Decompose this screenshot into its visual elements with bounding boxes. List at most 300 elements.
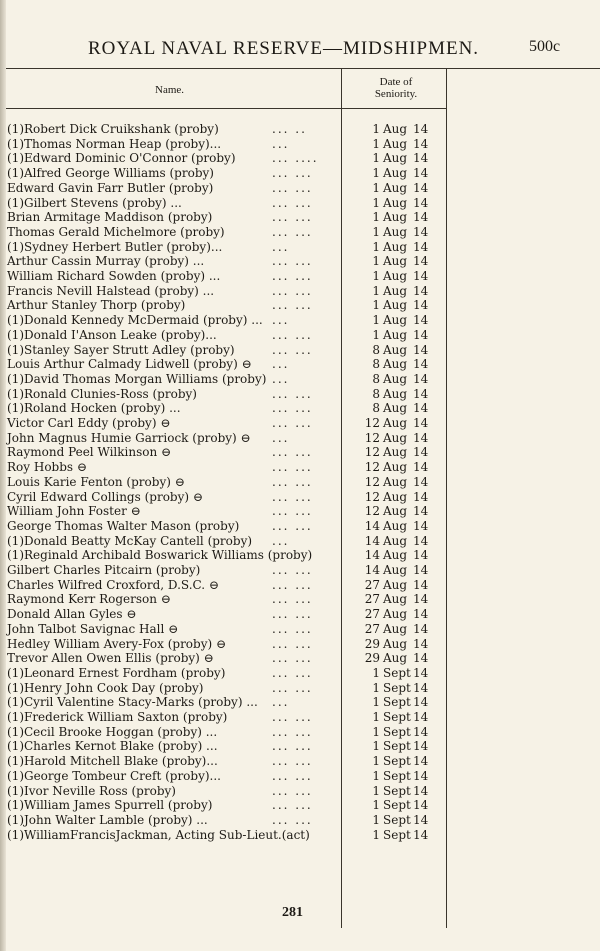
- entry-date-year: 14: [413, 724, 429, 739]
- entry-date: [364, 343, 433, 358]
- entry-name: Hedley William Avery-Fox (proby) ⊖: [7, 636, 227, 651]
- entry-date-month: Aug: [383, 430, 408, 445]
- entry-leader-dots: ...: [272, 136, 290, 151]
- entry-date-day: 1: [372, 166, 380, 181]
- entry-leader-dots: ... ....: [272, 151, 319, 166]
- list-item: [0, 328, 600, 343]
- entry-date-year: 14: [413, 563, 429, 577]
- entry-date-year: 14: [413, 195, 429, 210]
- entry-leader-dots: ... ...: [272, 504, 313, 519]
- entry-date-day: 1: [372, 812, 380, 827]
- list-item: [0, 725, 600, 740]
- entry-leader-dots: ... ...: [272, 680, 313, 695]
- entry-date-year: 14: [413, 651, 429, 666]
- entry-date-day: 12: [364, 430, 380, 445]
- entry-date: [364, 210, 433, 225]
- entry-date-month: Aug: [383, 239, 408, 254]
- entry-name: (1)Roland Hocken (proby) ...: [7, 401, 181, 416]
- entry-date-year: 14: [413, 269, 429, 283]
- entry-name: John Talbot Savignac Hall ⊖: [7, 621, 179, 636]
- entry-name: Arthur Cassin Murray (proby) ...: [7, 254, 205, 269]
- entry-date: [364, 166, 433, 181]
- entry-date-day: 8: [372, 386, 380, 401]
- entry-date: [364, 710, 433, 725]
- entry-date: [364, 269, 433, 284]
- entry-name: (1)Cyril Valentine Stacy-Marks (proby) ...: [7, 695, 258, 710]
- entry-date-year: 14: [413, 665, 429, 680]
- list-item: [0, 225, 600, 240]
- entry-date: [364, 578, 433, 593]
- entry-date: [364, 372, 433, 387]
- entry-date-day: 1: [372, 783, 380, 798]
- list-item: [0, 813, 600, 828]
- list-item: [0, 578, 600, 593]
- entry-name: Trevor Allen Owen Ellis (proby) ⊖: [7, 651, 214, 666]
- entry-date-year: 14: [413, 254, 429, 269]
- entry-date-year: 14: [413, 518, 429, 533]
- entry-date-day: 1: [372, 283, 380, 298]
- list-item: [0, 298, 600, 313]
- entry-leader-dots: ... ...: [272, 210, 313, 225]
- list-item: [0, 798, 600, 813]
- entry-name: (1)Reginald Archibald Boswarick Williams (proby): [7, 548, 313, 563]
- entry-name: Roy Hobbs ⊖: [7, 460, 87, 475]
- entry-date-day: 8: [372, 357, 380, 372]
- entry-name: Raymond Kerr Rogerson ⊖: [7, 592, 171, 607]
- entry-name: (1)Charles Kernot Blake (proby) ...: [7, 739, 218, 754]
- entry-leader-dots: ... ...: [272, 607, 313, 622]
- entry-name: (1)Harold Mitchell Blake (proby)...: [7, 754, 218, 769]
- entry-date: [364, 695, 433, 710]
- entry-date-year: 14: [413, 783, 429, 798]
- entry-leader-dots: ...: [272, 371, 290, 386]
- entry-date-day: 1: [372, 798, 380, 813]
- column-header-name: Name.: [155, 84, 185, 96]
- entry-leader-dots: ... ...: [272, 386, 313, 401]
- entry-leader-dots: ... ...: [272, 577, 313, 592]
- list-item: [0, 372, 600, 387]
- entry-date-year: 14: [413, 812, 429, 827]
- list-item: [0, 504, 600, 519]
- entry-date-month: Aug: [383, 533, 408, 548]
- list-item: [0, 401, 600, 416]
- entry-name: (1)Robert Dick Cruikshank (proby): [7, 122, 219, 136]
- entry-date: [364, 534, 433, 549]
- entry-name: George Thomas Walter Mason (proby): [7, 518, 240, 533]
- entry-date-year: 14: [413, 504, 429, 519]
- list-item: [0, 769, 600, 784]
- list-item: [0, 607, 600, 622]
- entry-date: [364, 754, 433, 769]
- entry-date: [364, 548, 433, 563]
- entry-date-year: 14: [413, 827, 429, 842]
- entry-date: [364, 240, 433, 255]
- entry-date: [364, 651, 433, 666]
- list-item: [0, 592, 600, 607]
- entry-date-year: 14: [413, 445, 429, 460]
- entry-date: [364, 637, 433, 652]
- list-item: [0, 739, 600, 754]
- entry-date-day: 14: [364, 548, 380, 563]
- entry-date-month: Sept: [383, 680, 411, 695]
- entry-date-day: 1: [372, 768, 380, 783]
- entry-leader-dots: ... ...: [272, 269, 313, 283]
- entry-date: [364, 313, 433, 328]
- entry-date-day: 1: [372, 827, 380, 842]
- entry-name: Cyril Edward Collings (proby) ⊖: [7, 489, 203, 504]
- entry-date-month: Aug: [383, 592, 408, 607]
- list-item: [0, 445, 600, 460]
- entry-date-day: 27: [364, 621, 380, 636]
- entry-leader-dots: ... ...: [272, 563, 313, 577]
- entry-date-year: 14: [413, 283, 429, 298]
- entry-leader-dots: ... ...: [272, 416, 313, 430]
- entry-date-day: 1: [372, 254, 380, 269]
- entry-date-month: Aug: [383, 371, 408, 386]
- entry-name: Louis Karie Fenton (proby) ⊖: [7, 474, 185, 489]
- entry-date-month: Sept: [383, 798, 411, 813]
- entry-date-day: 1: [372, 298, 380, 313]
- entry-date: [364, 445, 433, 460]
- list-item: [0, 475, 600, 490]
- entry-date: [364, 769, 433, 784]
- entry-date-day: 27: [364, 592, 380, 607]
- entry-name: (1)WilliamFrancisJackman, Acting Sub-Lieut.(act): [7, 827, 310, 842]
- entry-date: [364, 490, 433, 505]
- entry-date: [364, 725, 433, 740]
- entry-date-day: 12: [364, 474, 380, 489]
- entry-date: [364, 563, 433, 578]
- entry-date-day: 27: [364, 577, 380, 592]
- list-item: [0, 754, 600, 769]
- entry-date: [364, 504, 433, 519]
- entry-date-month: Sept: [383, 783, 411, 798]
- page-title: ROYAL NAVAL RESERVE—MIDSHIPMEN.: [88, 38, 480, 59]
- entry-name: Edward Gavin Farr Butler (proby): [7, 180, 214, 195]
- entry-date: [364, 622, 433, 637]
- entry-date-day: 29: [364, 636, 380, 651]
- entry-date: [364, 416, 433, 431]
- list-item: [0, 151, 600, 166]
- entry-date-month: Sept: [383, 754, 411, 769]
- list-item: [0, 490, 600, 505]
- list-item: [0, 137, 600, 152]
- entry-leader-dots: ...: [272, 533, 290, 548]
- entry-date-year: 14: [413, 239, 429, 254]
- entry-date-day: 1: [372, 122, 380, 136]
- list-item: [0, 519, 600, 534]
- entry-name: Raymond Peel Wilkinson ⊖: [7, 445, 172, 460]
- entry-leader-dots: ... ...: [272, 651, 313, 666]
- entry-date-year: 14: [413, 621, 429, 636]
- entry-date-year: 14: [413, 548, 429, 563]
- list-item: [0, 710, 600, 725]
- entry-date-year: 14: [413, 151, 429, 166]
- entry-date-year: 14: [413, 313, 429, 328]
- entry-date-day: 1: [372, 136, 380, 151]
- entry-date: [364, 387, 433, 402]
- entry-date: [364, 298, 433, 313]
- entry-date-month: Aug: [383, 621, 408, 636]
- entry-date-month: Aug: [383, 401, 408, 416]
- entry-date-year: 14: [413, 430, 429, 445]
- entry-date: [364, 357, 433, 372]
- entry-date-month: Aug: [383, 651, 408, 666]
- entry-name: (1)Leonard Ernest Fordham (proby): [7, 665, 226, 680]
- entry-date-year: 14: [413, 401, 429, 416]
- entry-date-month: Aug: [383, 298, 408, 313]
- entry-date: [364, 784, 433, 799]
- list-item: [0, 681, 600, 696]
- entry-date-day: 1: [372, 180, 380, 195]
- entry-leader-dots: ... ...: [272, 474, 313, 489]
- entry-leader-dots: ... ...: [272, 254, 313, 269]
- list-item: [0, 254, 600, 269]
- entry-date-day: 1: [372, 739, 380, 754]
- entry-date-day: 1: [372, 195, 380, 210]
- entry-leader-dots: ... ...: [272, 401, 313, 416]
- entry-date-year: 14: [413, 695, 429, 710]
- entry-date-year: 14: [413, 166, 429, 181]
- entry-date-month: Sept: [383, 724, 411, 739]
- entry-leader-dots: ... ...: [272, 489, 313, 504]
- entry-date-month: Aug: [383, 224, 408, 239]
- entry-date-year: 14: [413, 680, 429, 695]
- entry-leader-dots: ... ...: [272, 342, 313, 357]
- entry-date-day: 12: [364, 504, 380, 519]
- entry-date: [364, 137, 433, 152]
- entry-name: (1)Ronald Clunies-Ross (proby): [7, 386, 197, 401]
- list-item: [0, 269, 600, 284]
- entry-leader-dots: ...: [272, 239, 290, 254]
- entry-date-month: Sept: [383, 768, 411, 783]
- entry-date-month: Aug: [383, 151, 408, 166]
- entry-leader-dots: ... ...: [272, 283, 313, 298]
- entry-date-month: Aug: [383, 386, 408, 401]
- entry-leader-dots: ... ...: [272, 636, 313, 651]
- list-item: [0, 181, 600, 196]
- entry-name: William John Foster ⊖: [7, 504, 141, 519]
- entry-date: [364, 666, 433, 681]
- entry-name: (1)Cecil Brooke Hoggan (proby) ...: [7, 724, 218, 739]
- entry-date-month: Aug: [383, 607, 408, 622]
- entry-date: [364, 328, 433, 343]
- entry-date-day: 12: [364, 416, 380, 430]
- list-item: [0, 784, 600, 799]
- entry-date-year: 14: [413, 636, 429, 651]
- entry-name: Louis Arthur Calmady Lidwell (proby) ⊖: [7, 357, 252, 372]
- entry-date-month: Sept: [383, 710, 411, 724]
- entry-date-month: Aug: [383, 254, 408, 269]
- entry-date-year: 14: [413, 474, 429, 489]
- entry-date-month: Aug: [383, 342, 408, 357]
- entry-date-day: 1: [372, 210, 380, 225]
- entry-date-year: 14: [413, 710, 429, 724]
- list-item: [0, 313, 600, 328]
- entry-date: [364, 254, 433, 269]
- entry-date-year: 14: [413, 768, 429, 783]
- entry-leader-dots: ... ...: [272, 460, 313, 475]
- entry-leader-dots: ...: [272, 313, 290, 328]
- entry-date-year: 14: [413, 577, 429, 592]
- list-item: [0, 196, 600, 211]
- entry-date-month: Aug: [383, 548, 408, 563]
- entry-date-month: Aug: [383, 180, 408, 195]
- entry-date-day: 12: [364, 489, 380, 504]
- entry-date-month: Aug: [383, 313, 408, 328]
- entry-date-month: Sept: [383, 812, 411, 827]
- entry-date: [364, 592, 433, 607]
- entry-date-year: 14: [413, 210, 429, 225]
- list-item: [0, 431, 600, 446]
- entry-date: [364, 475, 433, 490]
- column-header-date: [352, 76, 440, 100]
- entry-date-day: 29: [364, 651, 380, 666]
- list-item: [0, 416, 600, 431]
- entry-date-year: 14: [413, 136, 429, 151]
- entry-name: Arthur Stanley Thorp (proby): [7, 298, 186, 313]
- entry-date: [364, 196, 433, 211]
- entry-leader-dots: ... ...: [272, 592, 313, 607]
- entry-date-year: 14: [413, 592, 429, 607]
- list-item: [0, 695, 600, 710]
- entry-date: [364, 225, 433, 240]
- entry-leader-dots: ... ...: [272, 724, 313, 739]
- entry-date-month: Aug: [383, 195, 408, 210]
- entry-date-day: 1: [372, 665, 380, 680]
- entry-date-day: 1: [372, 269, 380, 283]
- entry-date-day: 1: [372, 327, 380, 342]
- entry-date-month: Aug: [383, 504, 408, 519]
- list-item: [0, 534, 600, 549]
- entry-date-day: 14: [364, 518, 380, 533]
- entry-date-day: 27: [364, 607, 380, 622]
- entry-name: (1)Sydney Herbert Butler (proby)...: [7, 239, 223, 254]
- entry-date-year: 14: [413, 386, 429, 401]
- entry-date-year: 14: [413, 327, 429, 342]
- entry-leader-dots: ... ..: [272, 122, 307, 136]
- entry-date-year: 14: [413, 371, 429, 386]
- list-item: [0, 622, 600, 637]
- entry-name: (1)Donald Kennedy McDermaid (proby) ...: [7, 313, 263, 328]
- entry-leader-dots: ... ...: [272, 621, 313, 636]
- entry-name: (1)Alfred George Williams (proby): [7, 166, 214, 181]
- entry-leader-dots: ... ...: [272, 739, 313, 754]
- list-item: [0, 563, 600, 578]
- entry-date-day: 1: [372, 724, 380, 739]
- entry-date: [364, 284, 433, 299]
- entry-date-year: 14: [413, 342, 429, 357]
- list-item: [0, 651, 600, 666]
- entry-date: [364, 813, 433, 828]
- list-item: [0, 666, 600, 681]
- entry-leader-dots: ... ...: [272, 768, 313, 783]
- entry-name: (1)Henry John Cook Day (proby): [7, 680, 204, 695]
- entry-date-month: Sept: [383, 665, 411, 680]
- entry-date-day: 12: [364, 445, 380, 460]
- entry-leader-dots: ... ...: [272, 180, 313, 195]
- entry-date-day: 1: [372, 710, 380, 724]
- entry-leader-dots: ... ...: [272, 298, 313, 313]
- entry-date-day: 1: [372, 313, 380, 328]
- entry-leader-dots: ... ...: [272, 195, 313, 210]
- entry-date-year: 14: [413, 489, 429, 504]
- entry-date-day: 8: [372, 401, 380, 416]
- entry-date: [364, 151, 433, 166]
- entry-name: (1)David Thomas Morgan Williams (proby): [7, 371, 267, 386]
- entry-date-day: 1: [372, 680, 380, 695]
- entry-leader-dots: ... ...: [272, 754, 313, 769]
- entry-date: [364, 607, 433, 622]
- entry-date-year: 14: [413, 416, 429, 430]
- list-item: [0, 637, 600, 652]
- entry-leader-dots: ... ...: [272, 327, 313, 342]
- entry-date-year: 14: [413, 533, 429, 548]
- entry-name: Brian Armitage Maddison (proby): [7, 210, 213, 225]
- entry-name: (1)Thomas Norman Heap (proby)...: [7, 136, 222, 151]
- entry-name: Charles Wilfred Croxford, D.S.C. ⊖: [7, 577, 219, 592]
- entry-leader-dots: ... ...: [272, 518, 313, 533]
- entry-leader-dots: ...: [272, 430, 290, 445]
- entry-date-day: 1: [372, 695, 380, 710]
- entry-date: [364, 739, 433, 754]
- entry-date-month: Aug: [383, 166, 408, 181]
- entry-leader-dots: ...: [272, 357, 290, 372]
- list-item: [0, 166, 600, 181]
- entry-name: William Richard Sowden (proby) ...: [7, 269, 221, 283]
- entry-leader-dots: ... ...: [272, 798, 313, 813]
- entry-date-month: Aug: [383, 210, 408, 225]
- list-item: [0, 387, 600, 402]
- entry-date-month: Aug: [383, 518, 408, 533]
- entry-name: John Magnus Humie Garriock (proby) ⊖: [7, 430, 251, 445]
- entry-date: [364, 401, 433, 416]
- list-item: [0, 548, 600, 563]
- entry-date-month: Aug: [383, 489, 408, 504]
- entry-date-year: 14: [413, 607, 429, 622]
- entry-date-day: 8: [372, 371, 380, 386]
- entry-name: (1)Edward Dominic O'Connor (proby): [7, 151, 236, 166]
- entry-date-month: Sept: [383, 695, 411, 710]
- entry-date-day: 12: [364, 460, 380, 475]
- entry-date-year: 14: [413, 739, 429, 754]
- entry-date-month: Aug: [383, 327, 408, 342]
- entry-date: [364, 181, 433, 196]
- entry-name: Donald Allan Gyles ⊖: [7, 607, 137, 622]
- entry-leader-dots: ... ...: [272, 665, 313, 680]
- entry-date-day: 1: [372, 754, 380, 769]
- column-header-date-line1: Date of: [379, 76, 413, 88]
- entry-name: (1)Ivor Neville Ross (proby): [7, 783, 176, 798]
- entry-name: (1)Frederick William Saxton (proby): [7, 710, 228, 724]
- entry-name: (1)Donald Beatty McKay Cantell (proby): [7, 533, 253, 548]
- header-rule: [6, 68, 600, 69]
- page-number: 281: [282, 905, 303, 920]
- entry-date-year: 14: [413, 122, 429, 136]
- entry-date-month: Aug: [383, 636, 408, 651]
- entry-leader-dots: ...: [272, 695, 290, 710]
- entry-date-day: 14: [364, 533, 380, 548]
- entry-date-month: Aug: [383, 445, 408, 460]
- entry-date-day: 8: [372, 342, 380, 357]
- entry-date-month: Aug: [383, 122, 408, 136]
- entry-date-day: 14: [364, 563, 380, 577]
- entry-leader-dots: ... ...: [272, 783, 313, 798]
- entry-date: [364, 122, 433, 137]
- entry-date-year: 14: [413, 460, 429, 475]
- entry-date-month: Aug: [383, 577, 408, 592]
- list-item: [0, 240, 600, 255]
